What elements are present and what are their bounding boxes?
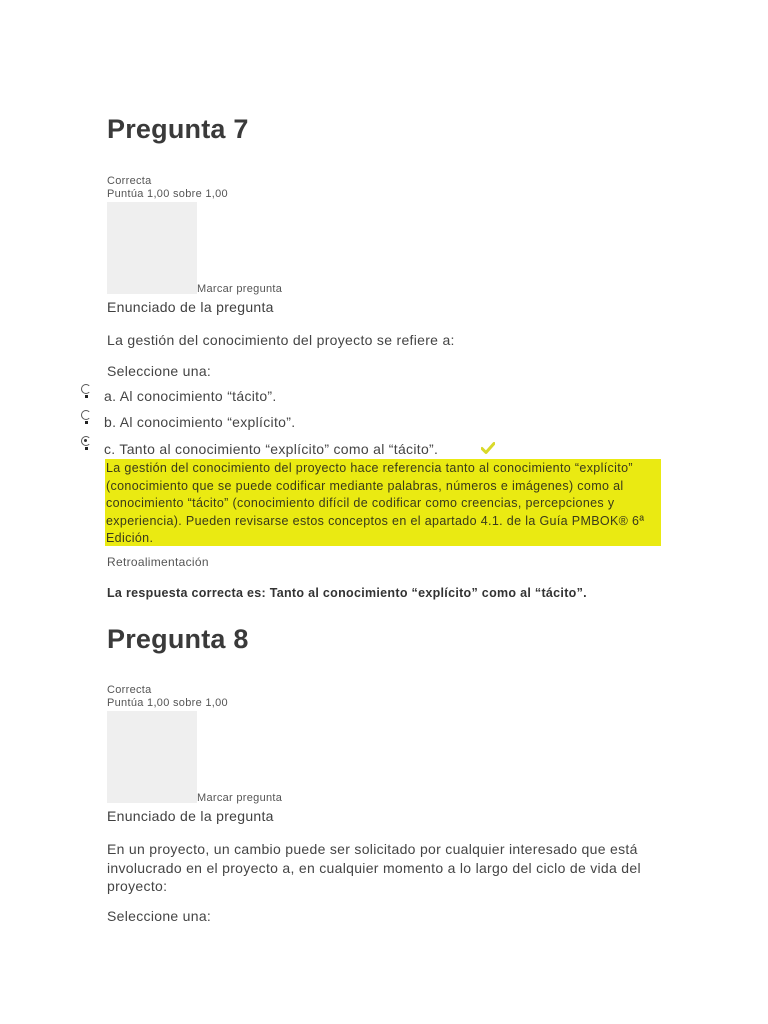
- question-7-heading: Enunciado de la pregunta: [107, 299, 274, 315]
- check-icon: [481, 442, 495, 454]
- question-7-text: La gestión del conocimiento del proyecto se refiere a:: [107, 332, 455, 348]
- right-answer: La respuesta correcta es: Tanto al conocimiento “explícito” como al “tácito”.: [107, 586, 587, 600]
- answer-a-label[interactable]: a. Al conocimiento “tácito”.: [104, 388, 277, 404]
- flag-question-7-image[interactable]: [107, 202, 197, 294]
- question-8-grade: Puntúa 1,00 sobre 1,00: [107, 697, 228, 709]
- question-8-text: En un proyecto, un cambio puede ser solicitado por cualquier interesado que está involucrado en el proyecto a, en cualquier momento a lo largo del ciclo de vida del proyecto:: [107, 841, 641, 894]
- specific-feedback-text: La gestión del conocimiento del proyecto hace referencia tanto al conocimiento “explícito” (conocimiento que se puede codificar mediante palabras, números e imágenes) como al conocimiento “tácito” (conocimiento difícil de codificar como creencias, percepciones y experiencia). Pueden revisarse estos conceptos en el apartado 4.1. de la Guía PMBOK® 6ª Edición.: [106, 461, 645, 545]
- question-8-heading: Enunciado de la pregunta: [107, 808, 274, 824]
- question-8-state: Correcta: [107, 684, 152, 696]
- question-7-prompt: Seleccione una:: [107, 363, 212, 379]
- flag-question-8-link[interactable]: Marcar pregunta: [197, 792, 283, 804]
- question-7-grade: Puntúa 1,00 sobre 1,00: [107, 188, 228, 200]
- flag-question-7-link[interactable]: Marcar pregunta: [197, 283, 283, 295]
- feedback-label: Retroalimentación: [107, 555, 209, 569]
- question-8-prompt: Seleccione una:: [107, 908, 212, 924]
- specific-feedback: [105, 459, 661, 546]
- question-8-title: Pregunta 8: [107, 624, 249, 654]
- answer-b-label[interactable]: b. Al conocimiento “explícito”.: [104, 414, 296, 430]
- answer-c-label[interactable]: c. Tanto al conocimiento “explícito” como al “tácito”.: [104, 441, 439, 457]
- flag-question-8-image[interactable]: [107, 711, 197, 803]
- question-7-state: Correcta: [107, 175, 152, 187]
- question-7-title: Pregunta 7: [107, 114, 249, 144]
